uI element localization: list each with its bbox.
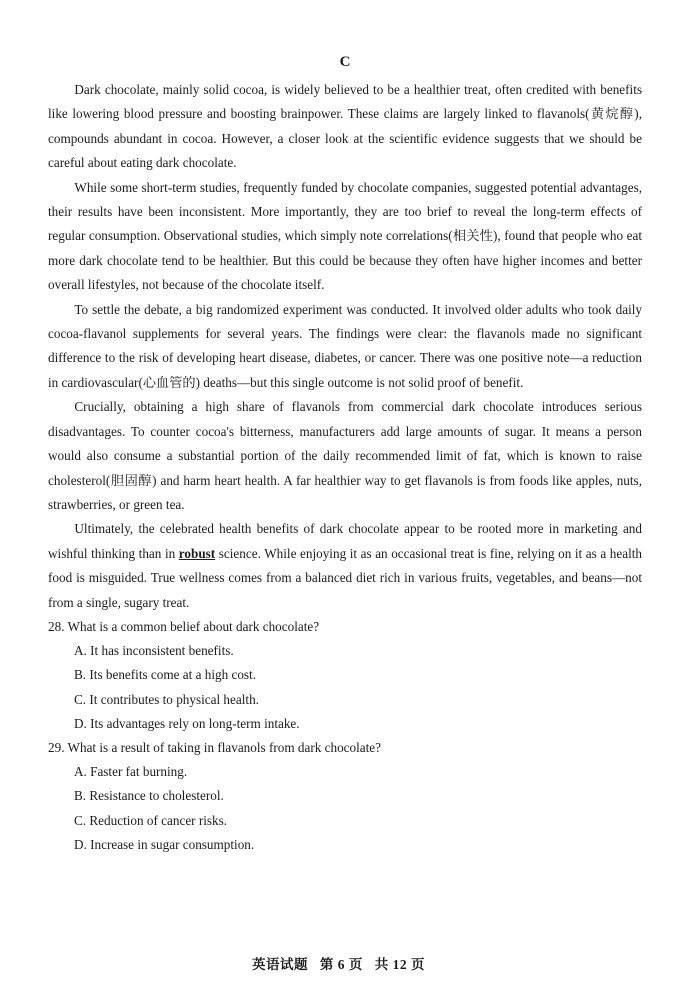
footer-subject: 英语试题 <box>252 957 308 972</box>
option-a: A. Faster fat burning. <box>74 764 188 780</box>
highlighted-word: robust <box>178 545 216 561</box>
option-d: D. Increase in sugar consumption. <box>74 836 255 852</box>
passage-paragraph-1: Dark chocolate, mainly solid cocoa, is widely believed to be a healthier treat, often credited with benefits like lowering blood pressure and boosting brainpower. These claims are largely linked to flavanols(黄烷醇), compounds abundant in cocoa. However, a closer look at the scientific evidence suggests that we should be careful about eating dark chocolate. <box>48 82 642 171</box>
question-29 <box>48 736 642 857</box>
option-b: B. Resistance to cholesterol. <box>74 788 224 804</box>
option-b: B. Its benefits come at a high cost. <box>74 667 257 683</box>
reading-passage <box>48 78 642 615</box>
paragraph-5-end: science. While enjoying it as an occasional treat is fine, relying on it as a health food is misguided. True wellness comes from a balanced diet rich in various fruits, vegetables, and beans—not from a single, sugary treat. <box>48 545 642 610</box>
option-c: C. It contributes to physical health. <box>74 691 259 707</box>
passage-paragraph-2: While some short-term studies, frequently funded by chocolate companies, suggested potential advantages, their results have been inconsistent. More importantly, they are too brief to reveal the long-term effects of regular consumption. Observational studies, which simply note correlations(相关性), found that people who eat more dark chocolate tend to be healthier. But this could be because they often have higher incomes and better overall lifestyles, not because of the chocolate itself. <box>48 179 642 293</box>
option-list <box>74 760 642 857</box>
passage-paragraph-3: To settle the debate, a big randomized experiment was conducted. It involved older adults who took daily cocoa-flavanol supplements for several years. The findings were clear: the flavanols made no significant difference to the risk of developing heart disease, diabetes, or cancer. There was one positive note—a reduction in cardiovascular(心血管的) deaths—but this single outcome is not solid proof of benefit. <box>48 301 642 390</box>
passage-paragraph-5 <box>48 517 642 615</box>
question-stem: 29. What is a result of taking in flavanols from dark chocolate? <box>48 739 382 755</box>
passage-paragraph-4: Crucially, obtaining a high share of flavanols from commercial dark chocolate introduces serious disadvantages. To counter cocoa's bitterness, manufacturers add large amounts of sugar. It means a person would also consume a substantial portion of the daily recommended limit of fat, which is known to raise cholesterol(胆固醇) and harm heart health. A far healthier way to get flavanols is from foods like apples, nuts, strawberries, or green tea. <box>48 399 642 512</box>
paragraph-5-start: Ultimately, the celebrated health benefits of dark chocolate appear to be rooted more in marketing and wishful thinking than in <box>48 521 642 561</box>
section-title: C <box>339 54 351 70</box>
page-footer <box>0 955 677 975</box>
question-stem: 28. What is a common belief about dark chocolate? <box>48 618 320 634</box>
exam-page <box>48 52 642 857</box>
option-list <box>74 639 642 736</box>
footer-page-total: 共 12 页 <box>374 957 425 972</box>
option-d: D. Its advantages rely on long-term intake. <box>74 715 300 731</box>
option-a: A. It has inconsistent benefits. <box>74 643 234 659</box>
footer-page-number: 第 6 页 <box>319 957 363 972</box>
option-c: C. Reduction of cancer risks. <box>74 812 228 828</box>
question-28 <box>48 615 642 736</box>
